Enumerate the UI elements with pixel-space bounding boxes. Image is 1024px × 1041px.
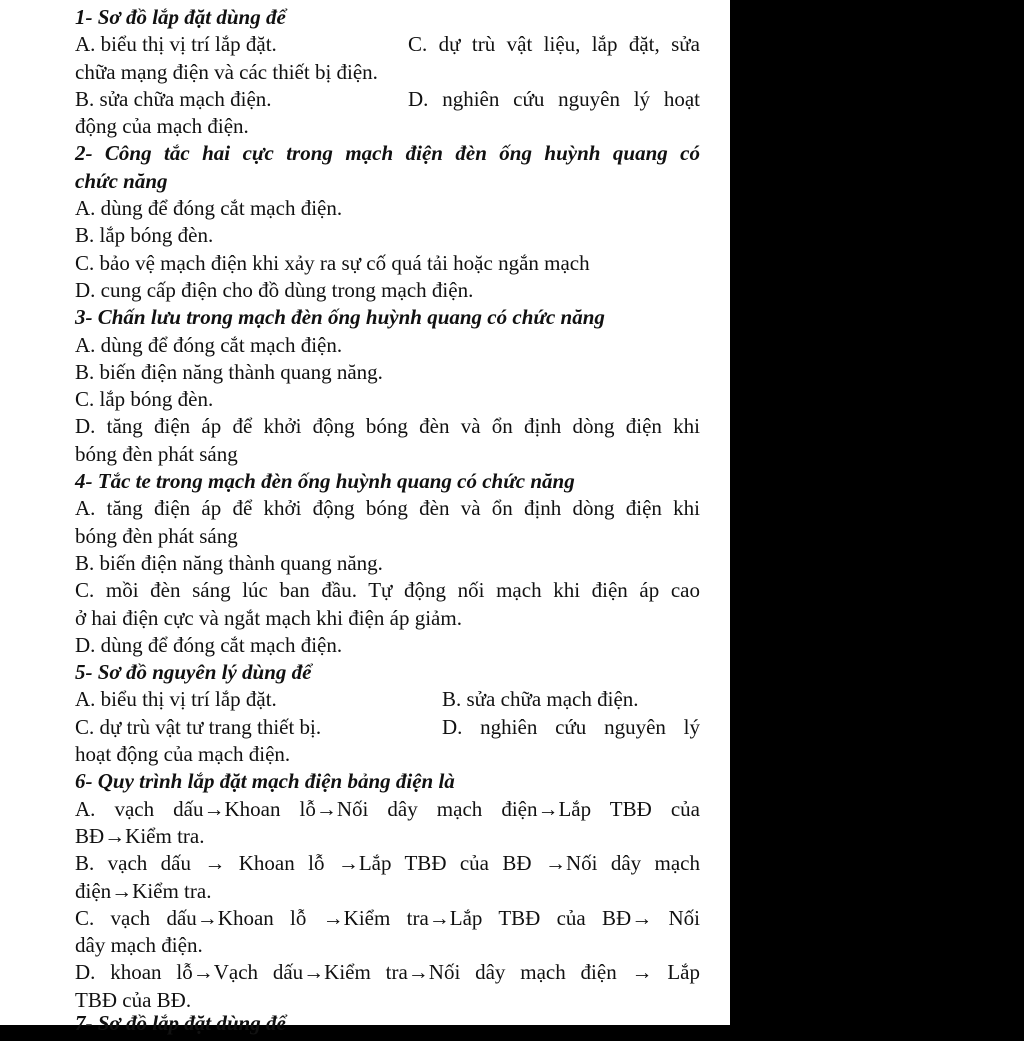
question-5-option-a: A. biểu thị vị trí lắp đặt. bbox=[75, 687, 277, 712]
quiz-content bbox=[75, 4, 700, 1014]
question-2-option-b: B. lắp bóng đèn. bbox=[75, 223, 214, 248]
question-7-title: 7- Sơ đồ lắp đặt dùng để bbox=[75, 1011, 286, 1035]
question-3-option-a: A. dùng để đóng cắt mạch điện. bbox=[75, 332, 343, 357]
question-3-option-b: B. biến điện năng thành quang năng. bbox=[75, 359, 383, 384]
question-6-option-a-cont: BĐ→Kiểm tra. bbox=[75, 823, 205, 848]
question-2-title-cont: chức năng bbox=[75, 168, 168, 193]
question-1-title: 1- Sơ đồ lắp đặt dùng để bbox=[75, 5, 286, 29]
question-1-option-d-cont: động của mạch điện. bbox=[75, 114, 249, 139]
question-6-option-c: C. vạch dấu→Khoan lỗ →Kiểm tra→Lắp TBĐ của BĐ→ Nối bbox=[75, 905, 700, 930]
question-1-row-ac bbox=[75, 31, 700, 58]
question-5-row-ab bbox=[75, 686, 700, 713]
question-5-option-b: B. sửa chữa mạch điện. bbox=[442, 687, 639, 712]
question-4-option-c-cont: ở hai điện cực và ngắt mạch khi điện áp giảm. bbox=[75, 605, 462, 630]
question-3-title: 3- Chấn lưu trong mạch đèn ống huỳnh quang có chức năng bbox=[75, 305, 605, 330]
question-2-option-c: C. bảo vệ mạch điện khi xảy ra sự cố quá tải hoặc ngắn mạch bbox=[75, 250, 590, 275]
question-5-option-d: D. nghiên cứu nguyên lý bbox=[442, 714, 700, 739]
question-4-option-c: C. mồi đèn sáng lúc ban đầu. Tự động nối mạch khi điện áp cao bbox=[75, 578, 700, 603]
question-6-option-d-cont: TBĐ của BĐ. bbox=[75, 987, 192, 1012]
question-4-option-a: A. tăng điện áp để khởi động bóng đèn và ổn định dòng điện khi bbox=[75, 496, 700, 521]
question-3-option-d-cont: bóng đèn phát sáng bbox=[75, 441, 238, 466]
question-1-option-d: D. nghiên cứu nguyên lý hoạt bbox=[408, 86, 700, 111]
black-margin bbox=[730, 0, 1024, 1025]
question-2-title: 2- Công tắc hai cực trong mạch điện đèn ống huỳnh quang có bbox=[75, 141, 700, 166]
question-1-option-c-cont: chữa mạng điện và các thiết bị điện. bbox=[75, 59, 378, 84]
question-5-option-c: C. dự trù vật tư trang thiết bị. bbox=[75, 714, 322, 739]
question-6-option-d: D. khoan lỗ→Vạch dấu→Kiểm tra→Nối dây mạch điện → Lắp bbox=[75, 960, 700, 985]
question-2-option-a: A. dùng để đóng cắt mạch điện. bbox=[75, 196, 343, 221]
question-1-row-bd bbox=[75, 86, 700, 113]
question-4-option-a-cont: bóng đèn phát sáng bbox=[75, 523, 238, 548]
question-6-option-a: A. vạch dấu→Khoan lỗ→Nối dây mạch điện→Lắp TBĐ của bbox=[75, 796, 700, 821]
question-1-option-c: C. dự trù vật liệu, lắp đặt, sửa bbox=[408, 32, 700, 57]
question-3-option-c: C. lắp bóng đèn. bbox=[75, 387, 214, 412]
question-6-title: 6- Quy trình lắp đặt mạch điện bảng điện là bbox=[75, 769, 455, 794]
question-2-option-d: D. cung cấp điện cho đồ dùng trong mạch điện. bbox=[75, 277, 474, 302]
question-6-option-b: B. vạch dấu → Khoan lỗ →Lắp TBĐ của BĐ →Nối dây mạch bbox=[75, 851, 700, 876]
question-5-title: 5- Sơ đồ nguyên lý dùng để bbox=[75, 660, 312, 685]
question-5-option-d-cont: hoạt động của mạch điện. bbox=[75, 742, 291, 767]
question-3-option-d: D. tăng điện áp để khởi động bóng đèn và ổn định dòng điện khi bbox=[75, 414, 700, 439]
question-5-row-cd bbox=[75, 714, 700, 741]
question-1-option-b: B. sửa chữa mạch điện. bbox=[75, 86, 272, 111]
question-4-option-d: D. dùng để đóng cắt mạch điện. bbox=[75, 632, 343, 657]
question-6-option-b-cont: điện→Kiểm tra. bbox=[75, 878, 212, 903]
question-4-title: 4- Tắc te trong mạch đèn ống huỳnh quang có chức năng bbox=[75, 469, 575, 494]
question-1-option-a: A. biểu thị vị trí lắp đặt. bbox=[75, 32, 277, 57]
question-6-option-c-cont: dây mạch điện. bbox=[75, 933, 203, 958]
question-7-title-clipped bbox=[75, 1011, 475, 1035]
question-4-option-b: B. biến điện năng thành quang năng. bbox=[75, 550, 383, 575]
